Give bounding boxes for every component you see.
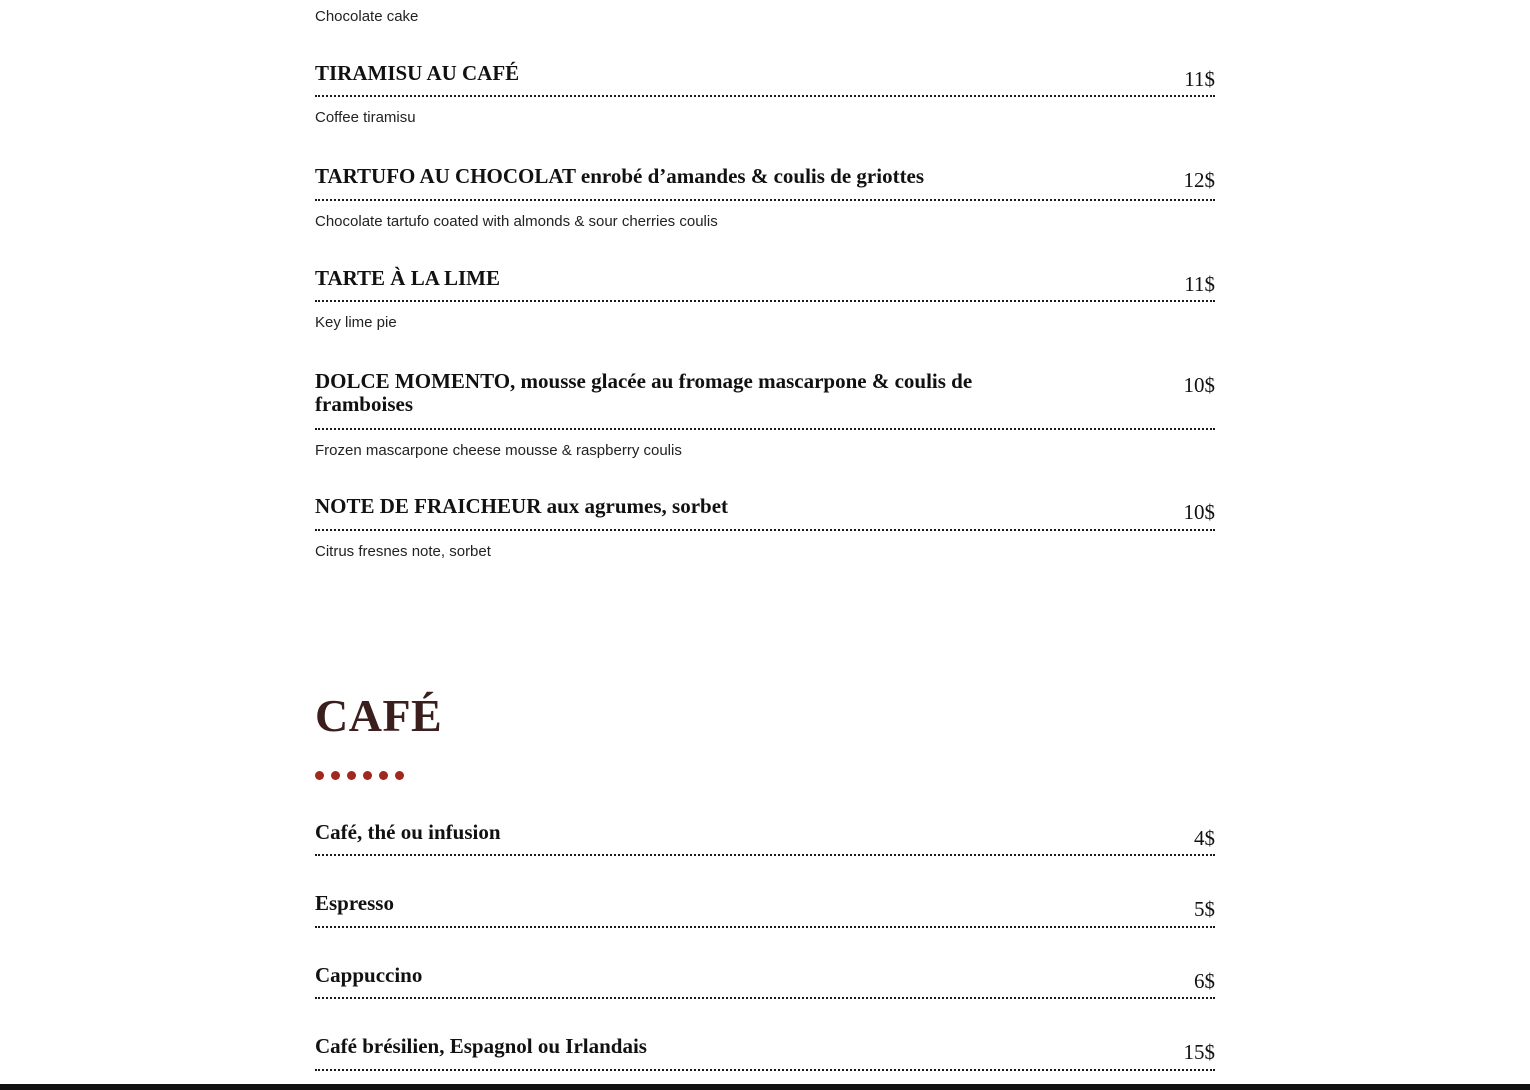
menu-item-price: 12$	[1183, 168, 1215, 192]
menu-item-name: Cappuccino	[315, 963, 423, 987]
menu-item	[315, 495, 1215, 531]
item-description: Citrus fresnes note, sorbet	[315, 543, 491, 560]
menu-item	[315, 370, 1215, 430]
item-description: Key lime pie	[315, 314, 397, 331]
menu-item-price: 5$	[1194, 897, 1215, 921]
dot	[395, 771, 404, 780]
menu-item	[315, 964, 1215, 999]
menu-item	[315, 62, 1215, 97]
menu-item-name: Café brésilien, Espagnol ou Irlandais	[315, 1034, 647, 1058]
menu-item	[315, 821, 1215, 856]
page-bottom-bar	[0, 1084, 1530, 1090]
item-description: Chocolate cake	[315, 8, 419, 25]
menu-item-price: 6$	[1194, 969, 1215, 993]
menu-item-name: DOLCE MOMENTO, mousse glacée au fromage mascarpone & coulis de framboises	[315, 369, 973, 416]
menu-item	[315, 1035, 1215, 1071]
section-title: CAFÉ	[315, 690, 443, 741]
menu-item-name: TARTE À LA LIME	[315, 266, 500, 290]
dot	[315, 771, 324, 780]
menu-item	[315, 892, 1215, 928]
menu-item-price: 4$	[1194, 826, 1215, 850]
menu-item	[315, 165, 1215, 201]
item-description: Coffee tiramisu	[315, 109, 416, 126]
menu-item-name: Café, thé ou infusion	[315, 820, 501, 844]
menu-item-price: 10$	[1183, 373, 1215, 397]
dot	[363, 771, 372, 780]
menu-item-price: 10$	[1183, 500, 1215, 524]
item-description: Chocolate tartufo coated with almonds & sour cherries coulis	[315, 213, 718, 230]
item-description: Frozen mascarpone cheese mousse & raspberry coulis	[315, 442, 682, 459]
menu-item-price: 11$	[1184, 272, 1215, 296]
menu-item-price: 15$	[1183, 1040, 1215, 1064]
menu-item-name: TIRAMISU AU CAFÉ	[315, 61, 520, 85]
menu-item-name: TARTUFO AU CHOCOLAT enrobé d’amandes & coulis de griottes	[315, 164, 925, 188]
menu-item	[315, 267, 1215, 302]
dot	[379, 771, 388, 780]
menu-item-price: 11$	[1184, 67, 1215, 91]
menu-item-name: NOTE DE FRAICHEUR aux agrumes, sorbet	[315, 494, 729, 518]
menu-item-name: Espresso	[315, 891, 394, 915]
section-divider-dots	[315, 771, 404, 780]
dot	[331, 771, 340, 780]
dot	[347, 771, 356, 780]
